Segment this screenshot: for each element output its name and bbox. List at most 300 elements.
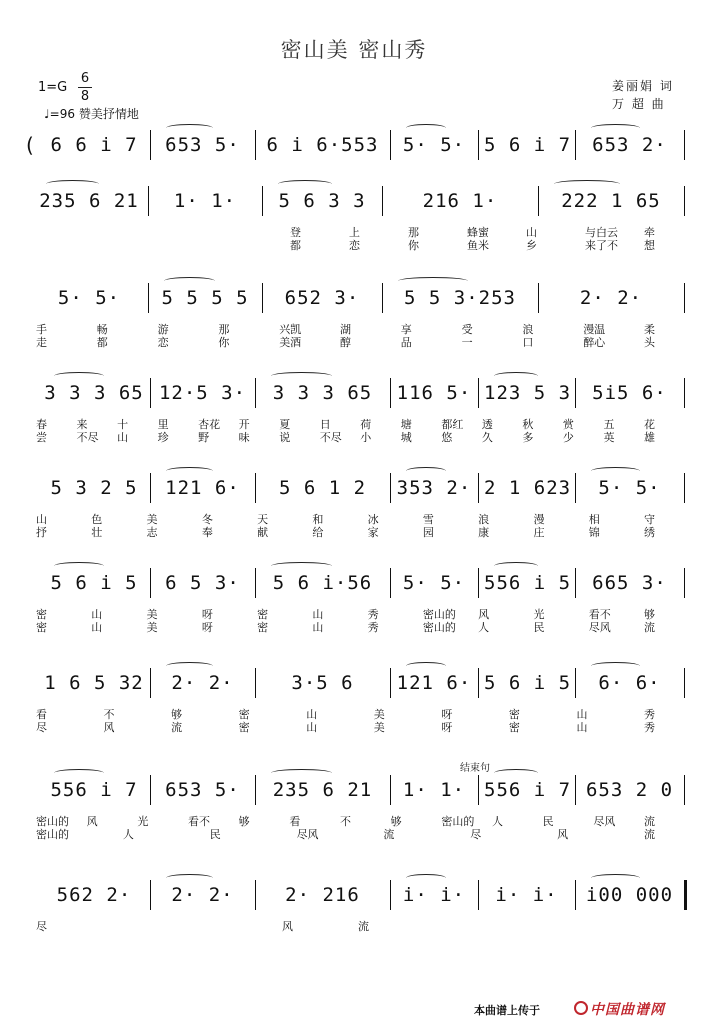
lyric-word: 密 xyxy=(257,621,269,634)
measure: 235 6 21 xyxy=(39,190,139,212)
lyric-word: 流 xyxy=(383,828,395,841)
barline xyxy=(150,668,151,698)
lyric-word: 密 xyxy=(36,608,47,621)
lyric-word: 醇 xyxy=(340,336,351,349)
lyric-word: 美酒 xyxy=(279,336,302,349)
lyric-word: 品 xyxy=(400,336,412,349)
lyric-word: 日 xyxy=(319,418,331,431)
lyric-word: 人 xyxy=(492,815,503,828)
lyric-word: 看不 xyxy=(588,608,611,621)
measure: 556 i 5 xyxy=(484,572,572,594)
lyric-word: 浪 xyxy=(522,323,534,336)
lyric-word: 想 xyxy=(644,239,655,252)
measure: 235 6 21 xyxy=(272,779,373,801)
lyric-word: 畅 xyxy=(96,323,108,336)
barline xyxy=(390,668,391,698)
lyric-word: 漫温 xyxy=(583,323,606,336)
slur xyxy=(494,562,538,570)
lyric-word: 那 xyxy=(408,226,419,239)
staff-system xyxy=(26,130,684,160)
lyric-word: 光 xyxy=(533,608,545,621)
lyric-word: 山 xyxy=(312,621,324,634)
barline xyxy=(150,130,151,160)
lyric-word: 相 xyxy=(588,513,600,526)
measure: 6 5 3· xyxy=(165,572,240,594)
staff-system xyxy=(30,378,684,444)
ending-label: 结束句 xyxy=(460,763,490,774)
slur xyxy=(398,277,468,285)
site-name[interactable]: 中国曲谱网 xyxy=(590,1002,665,1018)
measure: 653 5· xyxy=(165,779,240,801)
lyric-word: 流 xyxy=(358,920,369,933)
staff-system xyxy=(30,283,684,349)
measure: i· i· xyxy=(402,884,466,906)
barline xyxy=(575,473,576,503)
staff-system xyxy=(30,668,684,734)
slur xyxy=(406,467,446,475)
staff-system xyxy=(30,763,684,841)
time-signature-bottom: 8 xyxy=(80,89,90,104)
notation-line xyxy=(30,283,684,313)
lyric-word: 受 xyxy=(461,323,473,336)
lyric-word: 人 xyxy=(478,621,490,634)
measure: 652 3· xyxy=(284,287,360,309)
composer-credit: 万 超 曲 xyxy=(612,97,666,111)
barline xyxy=(382,283,383,313)
lyric-word: 透 xyxy=(481,418,493,431)
lyric-word: 里 xyxy=(157,418,169,431)
lyric-word: 山 xyxy=(576,721,588,734)
lyric-word: 夏 xyxy=(279,418,291,431)
lyric-word: 杏花 xyxy=(198,418,221,431)
lyric-word: 密 xyxy=(238,721,250,734)
measure: 6 i 6·553 xyxy=(266,134,379,156)
barline xyxy=(255,668,256,698)
lyric-word: 尽 xyxy=(36,920,47,933)
lyric-word: 色 xyxy=(91,513,103,526)
lyric-word: 五 xyxy=(603,418,615,431)
lyric-word: 都 xyxy=(96,336,108,349)
slur xyxy=(591,467,640,475)
notation-line xyxy=(30,378,684,408)
lyric-word: 山 xyxy=(576,708,588,721)
lyric-line xyxy=(30,226,684,239)
song-title: 密山美 密山秀 xyxy=(280,38,428,62)
upload-note: 本曲谱上传于 xyxy=(474,1004,540,1017)
lyric-word: 献 xyxy=(257,526,269,539)
lyric-word: 秀 xyxy=(367,621,379,634)
lyric-word: 够 xyxy=(644,608,655,621)
notation-line xyxy=(30,880,684,910)
barline xyxy=(684,568,685,598)
barline xyxy=(150,880,151,910)
measure: 556 i 7 xyxy=(50,779,138,801)
measure: 2· 216 xyxy=(285,884,360,906)
tempo-expression: 赞美抒情地 xyxy=(78,107,139,121)
lyric-line xyxy=(30,418,684,431)
lyric-word: 尽 xyxy=(36,721,47,734)
staff-system xyxy=(30,473,684,539)
lyric-word: 不 xyxy=(340,815,351,828)
lyric-word: 冬 xyxy=(201,513,213,526)
slur xyxy=(271,562,332,570)
measure: 556 i 7 xyxy=(484,779,572,801)
slur xyxy=(271,372,332,380)
lyric-word: 春 xyxy=(36,418,47,431)
lyric-word: 美 xyxy=(146,513,158,526)
barline xyxy=(478,130,479,160)
lyric-line xyxy=(30,239,684,252)
slur xyxy=(406,662,446,670)
measure: 2· 2· xyxy=(579,287,643,309)
lyric-word: 你 xyxy=(218,336,230,349)
staff-system xyxy=(30,186,684,252)
lyric-word: 不尽 xyxy=(76,431,99,444)
slur xyxy=(54,769,104,777)
barline xyxy=(575,880,576,910)
barline xyxy=(255,775,256,805)
lyric-word: 与白云 xyxy=(585,226,618,239)
slur xyxy=(494,769,538,777)
measure: 353 2· xyxy=(396,477,472,499)
lyric-word: 密 xyxy=(257,608,269,621)
measure: 5· 5· xyxy=(57,287,121,309)
lyric-word: 给 xyxy=(312,526,324,539)
measure: 562 2· xyxy=(56,884,132,906)
lyric-line xyxy=(30,920,684,933)
lyric-line xyxy=(30,336,684,349)
lyric-word: 塘 xyxy=(400,418,412,431)
lyric-word: 密山的 xyxy=(422,621,456,634)
lyric-word: 浪 xyxy=(478,513,490,526)
barline xyxy=(478,568,479,598)
lyric-word: 登 xyxy=(290,226,301,239)
slur xyxy=(46,180,99,188)
lyric-word: 秋 xyxy=(522,418,534,431)
quarter-note-icon: ♩ xyxy=(44,107,50,121)
measure: 5 5 3·253 xyxy=(404,287,516,309)
lyric-word: 民 xyxy=(533,621,545,634)
lyric-word: 尽风 xyxy=(593,815,616,828)
key-signature: 1=G xyxy=(38,80,68,95)
measure: 2· 2· xyxy=(171,884,234,906)
lyric-word: 蜂蜜 xyxy=(467,226,489,239)
slur xyxy=(591,124,640,132)
lyric-word: 山 xyxy=(91,621,103,634)
measure: 121 6· xyxy=(396,672,472,694)
lyric-word: 赏 xyxy=(562,418,574,431)
lyric-word: 呀 xyxy=(441,721,453,734)
barline xyxy=(684,283,685,313)
measure: 5· 5· xyxy=(402,134,466,156)
measure: 5 3 2 5 xyxy=(50,477,138,499)
measure: 6· 6· xyxy=(598,672,661,694)
barline xyxy=(684,775,685,805)
slur xyxy=(54,372,104,380)
barline xyxy=(575,668,576,698)
lyric-word: 雄 xyxy=(644,431,655,444)
lyric-word: 山 xyxy=(306,708,318,721)
measure: 5· 5· xyxy=(402,572,466,594)
lyric-word: 风 xyxy=(478,608,490,621)
measure: 12·5 3· xyxy=(158,382,247,404)
lyric-word: 壮 xyxy=(91,526,103,539)
measure: 1· 1· xyxy=(402,779,466,801)
lyric-word: 民 xyxy=(542,815,554,828)
lyric-word: 游 xyxy=(157,323,169,336)
lyric-word: 庄 xyxy=(533,526,545,539)
lyric-word: 康 xyxy=(478,526,490,539)
measure: 653 2· xyxy=(592,134,667,156)
lyric-word: 不 xyxy=(103,708,115,721)
barline xyxy=(390,568,391,598)
slur xyxy=(166,662,213,670)
lyric-word: 风 xyxy=(86,815,98,828)
lyric-word: 头 xyxy=(644,336,655,349)
lyric-word: 恋 xyxy=(157,336,169,349)
lyric-word: 你 xyxy=(408,239,419,252)
lyric-word: 花 xyxy=(644,418,655,431)
barline xyxy=(390,473,391,503)
measure: 1· 1· xyxy=(173,190,237,212)
lyric-word: 抒 xyxy=(36,526,47,539)
lyric-word: 口 xyxy=(522,336,534,349)
lyric-word: 开 xyxy=(238,418,250,431)
slur xyxy=(406,874,446,882)
measure: 5i5 6· xyxy=(592,382,667,404)
barline xyxy=(478,668,479,698)
measure: 665 3· xyxy=(592,572,667,594)
barline xyxy=(390,775,391,805)
measure: 653 5· xyxy=(165,134,240,156)
measure: 5 6 i 5 xyxy=(50,572,138,594)
lyric-line xyxy=(30,608,684,621)
barline xyxy=(262,186,263,216)
barline xyxy=(575,130,576,160)
time-signature xyxy=(78,70,92,105)
lyric-word: 来了不 xyxy=(585,239,618,252)
barline xyxy=(390,880,391,910)
lyric-word: 绣 xyxy=(644,526,655,539)
lyric-word: 密 xyxy=(508,708,520,721)
lyric-word: 密山的 xyxy=(36,828,69,841)
measure: 3·5 6 xyxy=(291,672,354,694)
barline xyxy=(684,473,685,503)
barline xyxy=(684,186,685,216)
lyric-word: 城 xyxy=(400,431,412,444)
lyric-word: 珍 xyxy=(157,431,169,444)
lyric-word: 一 xyxy=(461,336,473,349)
lyric-word: 漫 xyxy=(533,513,545,526)
barline xyxy=(390,130,391,160)
lyric-word: 英 xyxy=(603,431,615,444)
slur xyxy=(494,372,538,380)
lyric-word: 人 xyxy=(122,828,134,841)
lyric-word: 风 xyxy=(103,721,115,734)
lyric-word: 野 xyxy=(198,431,210,444)
lyric-word: 山 xyxy=(36,513,47,526)
lyric-word: 看不 xyxy=(188,815,210,828)
measure: 1 6 5 32 xyxy=(44,672,144,694)
lyric-word: 密山的 xyxy=(441,815,475,828)
lyric-line xyxy=(30,721,684,734)
measure: 5 5 5 5 xyxy=(161,287,249,309)
lyric-word: 恋 xyxy=(349,239,360,252)
measure: 123 5 3 xyxy=(484,382,572,404)
measure: 5· 5· xyxy=(598,477,661,499)
barline xyxy=(478,775,479,805)
slur xyxy=(164,277,215,285)
slur xyxy=(406,124,446,132)
lyric-word: 都红 xyxy=(441,418,464,431)
lyric-word: 秀 xyxy=(644,721,655,734)
lyric-word: 山 xyxy=(312,608,324,621)
barline xyxy=(684,130,685,160)
barline xyxy=(150,378,151,408)
notation-line xyxy=(30,186,684,216)
lyric-word: 家 xyxy=(367,526,379,539)
lyric-word: 流 xyxy=(644,828,655,841)
lyric-word: 密 xyxy=(238,708,250,721)
notation-line xyxy=(30,763,684,805)
barline xyxy=(148,283,149,313)
lyric-word: 光 xyxy=(137,815,149,828)
lyric-word: 荷 xyxy=(360,418,372,431)
barline xyxy=(148,186,149,216)
lyric-word: 久 xyxy=(481,431,493,444)
slur xyxy=(271,769,332,777)
barline xyxy=(262,283,263,313)
slur xyxy=(554,180,620,188)
site-logo-icon xyxy=(574,1001,588,1015)
lyric-word: 鱼米 xyxy=(467,239,489,252)
lyric-line xyxy=(30,323,684,336)
barline xyxy=(255,130,256,160)
lyric-word: 流 xyxy=(644,621,655,634)
open-repeat-paren: ( xyxy=(26,133,34,157)
slur xyxy=(591,874,640,882)
lyric-word: 美 xyxy=(146,608,158,621)
lyric-word: 雪 xyxy=(422,513,434,526)
barline xyxy=(478,473,479,503)
lyric-word: 兴凯 xyxy=(279,323,302,336)
lyric-word: 秀 xyxy=(367,608,379,621)
measure: i· i· xyxy=(495,884,558,906)
lyric-word: 山 xyxy=(526,226,537,239)
lyric-word: 走 xyxy=(36,336,47,349)
barline xyxy=(255,880,256,910)
tempo-marking xyxy=(44,105,139,122)
measure: i00 000 xyxy=(585,884,674,906)
lyric-word: 尽风 xyxy=(588,621,611,634)
barline xyxy=(478,378,479,408)
lyric-word: 十 xyxy=(117,418,129,431)
lyric-word: 民 xyxy=(209,828,221,841)
lyric-word: 流 xyxy=(171,721,183,734)
barline xyxy=(150,568,151,598)
lyric-word: 美 xyxy=(373,721,385,734)
barline xyxy=(382,186,383,216)
lyric-word: 上 xyxy=(349,226,360,239)
lyric-word: 密 xyxy=(508,721,520,734)
slur xyxy=(166,467,213,475)
lyric-word: 看 xyxy=(36,708,47,721)
lyric-line xyxy=(30,621,684,634)
lyric-word: 那 xyxy=(218,323,230,336)
barline xyxy=(538,186,539,216)
barline xyxy=(255,378,256,408)
lyric-word: 美 xyxy=(373,708,385,721)
lyricist-credit: 姜丽娟 词 xyxy=(612,79,674,93)
barline xyxy=(390,378,391,408)
lyric-word: 守 xyxy=(644,513,655,526)
lyric-line xyxy=(30,828,684,841)
barline xyxy=(150,473,151,503)
measure: 6 6 i 7 xyxy=(50,134,138,156)
lyric-line xyxy=(30,431,684,444)
barline xyxy=(150,775,151,805)
lyric-word: 呀 xyxy=(201,608,213,621)
measure: 3 3 3 65 xyxy=(44,382,144,404)
lyric-word: 悠 xyxy=(441,431,453,444)
barline xyxy=(684,378,685,408)
lyric-word: 柔 xyxy=(644,323,655,336)
lyric-word: 天 xyxy=(257,513,269,526)
barline xyxy=(478,880,479,910)
lyric-word: 山 xyxy=(91,608,103,621)
lyric-line xyxy=(30,526,684,539)
lyric-word: 说 xyxy=(279,431,291,444)
measure: 5 6 1 2 xyxy=(278,477,367,499)
measure: 5 6 3 3 xyxy=(278,190,366,212)
tempo-value: =96 xyxy=(49,107,75,121)
lyric-word: 密 xyxy=(36,621,47,634)
lyric-word: 尽 xyxy=(470,828,482,841)
measure: 653 2 0 xyxy=(585,779,674,801)
measure: 2· 2· xyxy=(171,672,234,694)
measure: 3 3 3 65 xyxy=(272,382,373,404)
measure: 216 1· xyxy=(422,190,498,212)
lyric-word: 湖 xyxy=(340,323,351,336)
lyric-word: 来 xyxy=(76,418,88,431)
measure: 5 6 i 7 xyxy=(484,134,572,156)
lyric-word: 够 xyxy=(390,815,402,828)
lyric-word: 乡 xyxy=(526,239,537,252)
staff-system xyxy=(30,568,684,634)
lyric-word: 风 xyxy=(557,828,569,841)
slur xyxy=(591,662,640,670)
notation-line xyxy=(30,473,684,503)
slur xyxy=(166,124,213,132)
lyric-word: 园 xyxy=(422,526,434,539)
measure: 116 5· xyxy=(396,382,472,404)
notation-line xyxy=(30,568,684,598)
slur xyxy=(54,562,104,570)
lyric-word: 享 xyxy=(400,323,412,336)
lyric-word: 流 xyxy=(644,815,655,828)
lyric-word: 尽风 xyxy=(296,828,319,841)
barline xyxy=(684,668,685,698)
lyric-word: 美 xyxy=(146,621,158,634)
lyric-word: 醉心 xyxy=(583,336,606,349)
slur xyxy=(278,180,332,188)
lyric-word: 密山的 xyxy=(36,815,69,828)
lyric-word: 密山的 xyxy=(422,608,456,621)
lyric-word: 秀 xyxy=(644,708,655,721)
lyric-word: 风 xyxy=(282,920,293,933)
notation-line xyxy=(26,130,684,160)
slur xyxy=(166,874,213,882)
